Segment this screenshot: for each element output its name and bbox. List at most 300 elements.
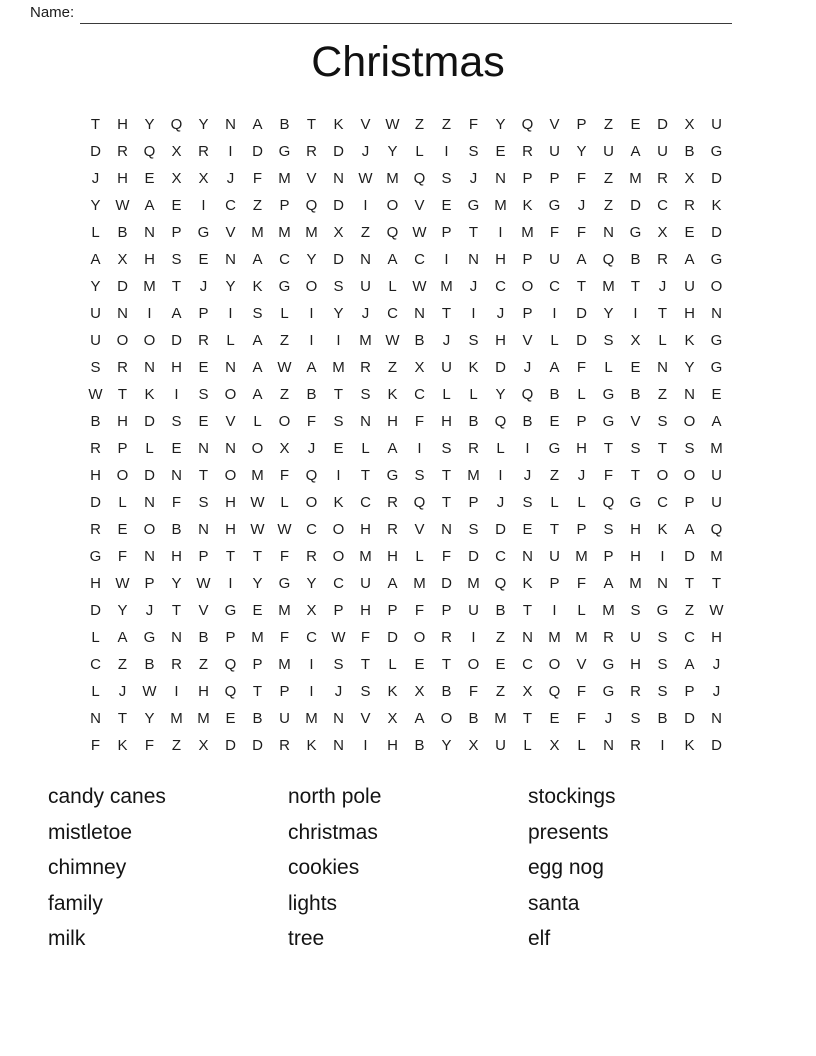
- grid-cell: H: [711, 629, 722, 646]
- grid-cell: A: [684, 521, 695, 538]
- grid-cell: F: [576, 170, 587, 187]
- grid-cell: B: [144, 656, 155, 673]
- grid-cell: Y: [441, 737, 452, 754]
- grid-cell: E: [225, 710, 236, 727]
- grid-cell: M: [359, 332, 372, 349]
- grid-cell: J: [712, 656, 721, 673]
- grid-cell: Q: [143, 143, 156, 160]
- grid-cell: L: [280, 305, 289, 322]
- grid-cell: M: [278, 224, 291, 241]
- word-list-item: candy canes: [48, 785, 166, 808]
- grid-cell: O: [467, 656, 480, 673]
- grid-cell: X: [306, 602, 317, 619]
- grid-cell: N: [603, 224, 614, 241]
- grid-cell: P: [252, 656, 263, 673]
- grid-cell: T: [306, 116, 317, 133]
- grid-cell: M: [143, 278, 156, 295]
- grid-cell: Z: [252, 197, 263, 214]
- grid-cell: I: [228, 575, 233, 592]
- grid-cell: M: [494, 197, 507, 214]
- grid-cell: N: [144, 494, 155, 511]
- grid-cell: P: [279, 197, 290, 214]
- grid-cell: P: [522, 170, 533, 187]
- grid-cell: I: [309, 332, 314, 349]
- grid-cell: W: [358, 170, 373, 187]
- grid-cell: N: [171, 629, 182, 646]
- grid-cell: E: [630, 359, 641, 376]
- grid-cell: R: [171, 656, 182, 673]
- grid-cell: W: [412, 278, 427, 295]
- grid-cell: H: [387, 548, 398, 565]
- grid-cell: I: [660, 548, 665, 565]
- grid-cell: Z: [684, 602, 695, 619]
- grid-cell: I: [336, 332, 341, 349]
- grid-cell: G: [224, 602, 237, 619]
- grid-cell: K: [144, 386, 155, 403]
- grid-cell: O: [656, 467, 669, 484]
- grid-cell: F: [360, 629, 371, 646]
- grid-cell: J: [199, 278, 208, 295]
- grid-cell: K: [522, 575, 533, 592]
- grid-cell: V: [360, 710, 371, 727]
- grid-cell: K: [252, 278, 263, 295]
- grid-cell: I: [336, 467, 341, 484]
- grid-cell: S: [684, 440, 695, 457]
- grid-cell: G: [278, 575, 291, 592]
- grid-cell: V: [630, 413, 641, 430]
- grid-cell: K: [306, 737, 317, 754]
- grid-cell: D: [711, 170, 722, 187]
- grid-cell: O: [386, 197, 399, 214]
- grid-cell: J: [442, 332, 451, 349]
- grid-cell: H: [117, 413, 128, 430]
- grid-cell: R: [198, 143, 209, 160]
- grid-cell: S: [333, 656, 344, 673]
- grid-cell: S: [630, 602, 641, 619]
- grid-cell: K: [333, 116, 344, 133]
- grid-cell: Y: [495, 116, 506, 133]
- grid-cell: D: [144, 467, 155, 484]
- grid-cell: Z: [279, 332, 290, 349]
- grid-cell: E: [144, 170, 155, 187]
- grid-cell: S: [441, 440, 452, 457]
- grid-cell: W: [709, 602, 724, 619]
- grid-cell: U: [90, 305, 101, 322]
- grid-cell: A: [630, 143, 641, 160]
- grid-cell: L: [226, 332, 235, 349]
- grid-cell: D: [576, 332, 587, 349]
- grid-cell: R: [603, 629, 614, 646]
- grid-cell: I: [309, 305, 314, 322]
- grid-cell: K: [522, 197, 533, 214]
- grid-cell: J: [361, 143, 370, 160]
- grid-cell: S: [468, 143, 479, 160]
- grid-cell: P: [198, 548, 209, 565]
- grid-cell: Q: [521, 386, 534, 403]
- word-list-column: [288, 779, 528, 957]
- grid-cell: F: [144, 737, 155, 754]
- grid-cell: K: [333, 494, 344, 511]
- grid-cell: D: [90, 602, 101, 619]
- grid-cell: Z: [414, 116, 425, 133]
- grid-cell: C: [657, 494, 668, 511]
- grid-cell: W: [277, 359, 292, 376]
- grid-cell: I: [525, 440, 530, 457]
- grid-cell: N: [657, 359, 668, 376]
- grid-cell: F: [603, 467, 614, 484]
- grid-cell: T: [333, 386, 344, 403]
- grid-cell: P: [387, 602, 398, 619]
- grid-cell: Q: [413, 170, 426, 187]
- grid-cell: M: [521, 224, 534, 241]
- grid-cell: P: [549, 575, 560, 592]
- grid-cell: O: [710, 278, 723, 295]
- grid-cell: I: [444, 143, 449, 160]
- grid-cell: F: [441, 548, 452, 565]
- grid-cell: Q: [602, 494, 615, 511]
- grid-cell: D: [495, 521, 506, 538]
- grid-cell: D: [171, 332, 182, 349]
- grid-cell: L: [91, 629, 100, 646]
- grid-cell: I: [498, 467, 503, 484]
- grid-cell: T: [441, 494, 452, 511]
- grid-cell: Q: [521, 116, 534, 133]
- grid-cell: M: [575, 548, 588, 565]
- grid-cell: N: [441, 521, 452, 538]
- grid-cell: G: [602, 386, 615, 403]
- grid-cell: A: [387, 575, 398, 592]
- grid-cell: H: [387, 737, 398, 754]
- grid-cell: C: [522, 656, 533, 673]
- grid-cell: M: [413, 575, 426, 592]
- grid-cell: Z: [360, 224, 371, 241]
- grid-cell: H: [171, 359, 182, 376]
- grid-cell: H: [144, 251, 155, 268]
- grid-cell: J: [577, 467, 586, 484]
- grid-cell: P: [576, 413, 587, 430]
- grid-cell: D: [684, 710, 695, 727]
- name-row: [30, 2, 732, 24]
- grid-cell: D: [657, 116, 668, 133]
- grid-cell: G: [386, 467, 399, 484]
- grid-cell: M: [278, 656, 291, 673]
- grid-cell: E: [522, 521, 533, 538]
- grid-cell: O: [548, 656, 561, 673]
- grid-cell: N: [522, 629, 533, 646]
- grid-cell: J: [658, 278, 667, 295]
- grid-cell: O: [278, 413, 291, 430]
- grid-cell: H: [90, 575, 101, 592]
- grid-cell: S: [657, 629, 668, 646]
- grid-cell: M: [602, 278, 615, 295]
- grid-cell: G: [197, 224, 210, 241]
- grid-cell: X: [468, 737, 479, 754]
- grid-cell: I: [309, 656, 314, 673]
- grid-cell: O: [224, 467, 237, 484]
- grid-cell: H: [225, 494, 236, 511]
- grid-cell: I: [228, 305, 233, 322]
- grid-cell: H: [360, 521, 371, 538]
- grid-cell: J: [523, 359, 532, 376]
- grid-cell: D: [333, 143, 344, 160]
- grid-cell: P: [279, 683, 290, 700]
- grid-cell: A: [306, 359, 317, 376]
- grid-cell: C: [684, 629, 695, 646]
- grid-cell: S: [171, 251, 182, 268]
- grid-cell: X: [198, 170, 209, 187]
- grid-cell: C: [279, 251, 290, 268]
- grid-cell: J: [577, 197, 586, 214]
- grid-cell: R: [468, 440, 479, 457]
- grid-cell: B: [90, 413, 101, 430]
- grid-cell: G: [278, 278, 291, 295]
- grid-cell: P: [171, 224, 182, 241]
- word-list-item: mistletoe: [48, 820, 133, 844]
- grid-cell: F: [90, 737, 101, 754]
- grid-cell: I: [309, 683, 314, 700]
- grid-cell: M: [197, 710, 210, 727]
- grid-cell: U: [684, 278, 695, 295]
- grid-cell: R: [198, 332, 209, 349]
- grid-cell: S: [603, 521, 614, 538]
- grid-cell: T: [549, 521, 560, 538]
- word-list: [48, 779, 768, 957]
- grid-cell: C: [360, 494, 371, 511]
- grid-cell: W: [115, 197, 130, 214]
- grid-cell: N: [90, 710, 101, 727]
- grid-cell: Y: [603, 305, 614, 322]
- grid-cell: J: [145, 602, 154, 619]
- grid-cell: I: [147, 305, 152, 322]
- grid-cell: G: [143, 629, 156, 646]
- grid-cell: N: [198, 440, 209, 457]
- grid-cell: Z: [117, 656, 128, 673]
- grid-cell: Z: [495, 629, 506, 646]
- grid-cell: R: [279, 737, 290, 754]
- grid-cell: N: [225, 359, 236, 376]
- grid-cell: Y: [225, 278, 236, 295]
- word-list-item: north pole: [288, 785, 382, 808]
- grid-cell: Q: [602, 251, 615, 268]
- grid-cell: B: [468, 710, 479, 727]
- grid-cell: N: [171, 467, 182, 484]
- grid-cell: X: [117, 251, 128, 268]
- grid-cell: N: [144, 224, 155, 241]
- grid-cell: O: [143, 332, 156, 349]
- grid-cell: W: [331, 629, 346, 646]
- grid-cell: K: [684, 332, 695, 349]
- grid-cell: M: [440, 278, 453, 295]
- grid-cell: H: [495, 251, 506, 268]
- grid-cell: I: [471, 629, 476, 646]
- grid-cell: S: [360, 386, 371, 403]
- grid-cell: L: [577, 386, 586, 403]
- grid-cell: B: [279, 116, 290, 133]
- grid-cell: A: [387, 251, 398, 268]
- grid-cell: T: [441, 656, 452, 673]
- grid-cell: E: [333, 440, 344, 457]
- grid-cell: U: [603, 143, 614, 160]
- grid-cell: R: [306, 548, 317, 565]
- grid-cell: R: [387, 494, 398, 511]
- grid-cell: B: [684, 143, 695, 160]
- grid-cell: Z: [603, 197, 614, 214]
- word-list-item: tree: [288, 927, 325, 950]
- grid-cell: C: [657, 197, 668, 214]
- grid-cell: P: [603, 548, 614, 565]
- grid-cell: S: [441, 170, 452, 187]
- grid-cell: X: [387, 710, 398, 727]
- word-list-item: stockings: [528, 785, 616, 808]
- grid-cell: B: [306, 386, 317, 403]
- grid-cell: Y: [576, 143, 587, 160]
- grid-cell: E: [711, 386, 722, 403]
- grid-cell: X: [630, 332, 641, 349]
- grid-cell: A: [252, 332, 263, 349]
- grid-cell: M: [602, 602, 615, 619]
- grid-cell: B: [117, 224, 128, 241]
- grid-cell: N: [333, 737, 344, 754]
- grid-cell: A: [549, 359, 560, 376]
- word-list-column: [528, 779, 768, 957]
- grid-cell: S: [468, 332, 479, 349]
- grid-cell: V: [414, 521, 425, 538]
- grid-cell: D: [495, 359, 506, 376]
- word-list-item: chimney: [48, 856, 127, 879]
- grid-cell: P: [522, 305, 533, 322]
- grid-cell: U: [360, 575, 371, 592]
- grid-cell: W: [250, 521, 265, 538]
- grid-cell: R: [522, 143, 533, 160]
- grid-cell: T: [441, 305, 452, 322]
- grid-cell: Y: [333, 305, 344, 322]
- grid-cell: T: [630, 467, 641, 484]
- grid-cell: J: [712, 683, 721, 700]
- grid-cell: G: [710, 143, 723, 160]
- grid-cell: U: [549, 143, 560, 160]
- grid-cell: J: [91, 170, 100, 187]
- grid-cell: H: [441, 413, 452, 430]
- grid-cell: H: [90, 467, 101, 484]
- grid-cell: U: [441, 359, 452, 376]
- grid-cell: W: [250, 494, 265, 511]
- grid-cell: P: [441, 602, 452, 619]
- grid-cell: Y: [117, 602, 128, 619]
- grid-cell: W: [385, 332, 400, 349]
- grid-cell: I: [228, 143, 233, 160]
- grid-cell: R: [117, 359, 128, 376]
- grid-cell: Y: [306, 575, 317, 592]
- grid-cell: D: [333, 251, 344, 268]
- grid-cell: Q: [710, 521, 723, 538]
- grid-cell: Q: [305, 467, 318, 484]
- grid-cell: T: [441, 467, 452, 484]
- grid-cell: Q: [386, 224, 399, 241]
- grid-cell: J: [469, 278, 478, 295]
- grid-cell: G: [710, 359, 723, 376]
- grid-cell: O: [683, 467, 696, 484]
- grid-cell: L: [415, 548, 424, 565]
- grid-cell: C: [414, 251, 425, 268]
- grid-cell: M: [386, 170, 399, 187]
- grid-cell: L: [577, 494, 586, 511]
- grid-cell: L: [388, 278, 397, 295]
- grid-cell: P: [522, 251, 533, 268]
- grid-cell: L: [604, 359, 613, 376]
- grid-cell: A: [252, 116, 263, 133]
- name-label: Name:: [30, 4, 75, 21]
- grid-cell: K: [684, 737, 695, 754]
- grid-cell: G: [467, 197, 480, 214]
- grid-cell: P: [117, 440, 128, 457]
- grid-cell: L: [118, 494, 127, 511]
- grid-cell: J: [226, 170, 235, 187]
- grid-cell: Q: [224, 683, 237, 700]
- grid-cell: B: [630, 386, 641, 403]
- grid-cell: G: [548, 440, 561, 457]
- grid-cell: N: [522, 548, 533, 565]
- grid-cell: N: [117, 305, 128, 322]
- grid-cell: U: [549, 548, 560, 565]
- grid-cell: Y: [90, 197, 101, 214]
- grid-cell: P: [198, 305, 209, 322]
- grid-cell: V: [225, 224, 236, 241]
- word-list-item: egg nog: [528, 856, 604, 879]
- grid-cell: H: [630, 656, 641, 673]
- grid-cell: K: [117, 737, 128, 754]
- grid-cell: R: [441, 629, 452, 646]
- grid-cell: G: [602, 413, 615, 430]
- grid-cell: S: [171, 413, 182, 430]
- word-list-item: santa: [528, 891, 580, 915]
- grid-cell: W: [196, 575, 211, 592]
- grid-cell: H: [117, 170, 128, 187]
- grid-cell: Y: [144, 116, 155, 133]
- grid-cell: Y: [198, 116, 209, 133]
- grid-cell: R: [90, 521, 101, 538]
- grid-cell: X: [549, 737, 560, 754]
- grid-cell: E: [198, 359, 209, 376]
- grid-cell: I: [417, 440, 422, 457]
- grid-cell: H: [387, 413, 398, 430]
- grid-cell: F: [414, 602, 425, 619]
- grid-cell: O: [413, 629, 426, 646]
- grid-cell: L: [253, 413, 262, 430]
- grid-cell: J: [604, 710, 613, 727]
- grid-cell: M: [467, 575, 480, 592]
- grid-cell: C: [333, 575, 344, 592]
- grid-cell: M: [251, 224, 264, 241]
- grid-cell: C: [549, 278, 560, 295]
- grid-cell: M: [278, 170, 291, 187]
- grid-cell: E: [117, 521, 128, 538]
- grid-cell: S: [360, 683, 371, 700]
- grid-cell: G: [629, 494, 642, 511]
- grid-cell: K: [657, 521, 668, 538]
- word-list-item: christmas: [288, 820, 378, 844]
- grid-cell: X: [684, 170, 695, 187]
- grid-cell: Z: [603, 116, 614, 133]
- grid-cell: D: [90, 143, 101, 160]
- grid-cell: V: [306, 170, 317, 187]
- grid-cell: R: [306, 143, 317, 160]
- grid-cell: Q: [224, 656, 237, 673]
- grid-cell: E: [171, 440, 182, 457]
- grid-cell: A: [576, 251, 587, 268]
- grid-cell: W: [412, 224, 427, 241]
- grid-cell: E: [684, 224, 695, 241]
- grid-cell: V: [549, 116, 560, 133]
